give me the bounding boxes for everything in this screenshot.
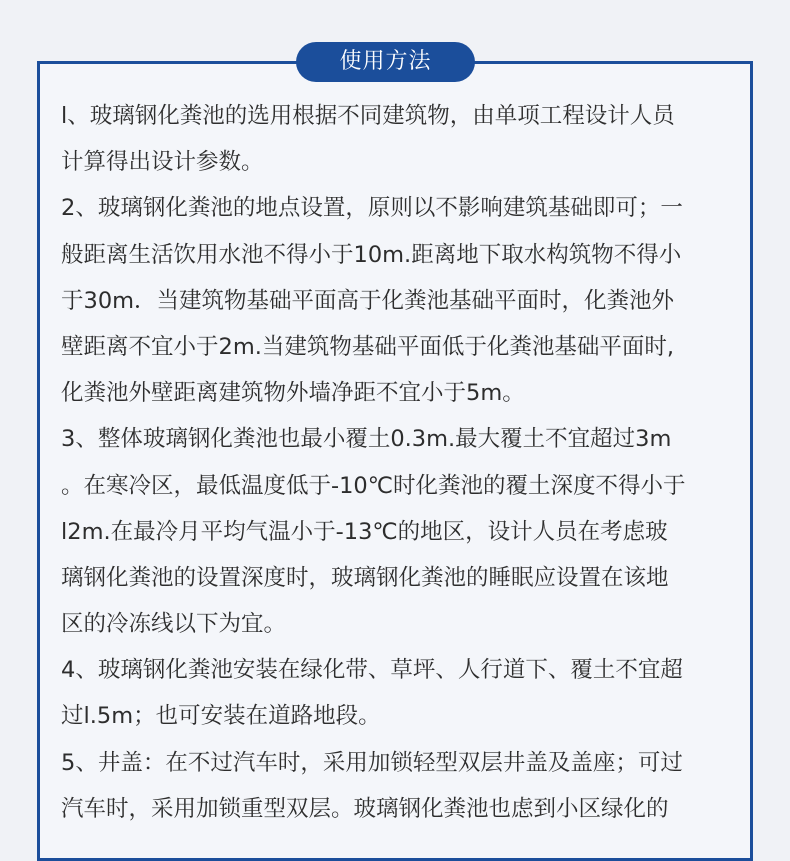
text-line: 。在寒冷区，最低温度低于-10℃时化粪池的覆土深度不得小于	[61, 472, 686, 499]
text-line: 5、井盖：在不过汽车时，采用加锁轻型双层井盖及盖座；可过	[61, 749, 683, 776]
text-line: 般距离生活饮用水池不得小于10m.距离地下取水构筑物不得小	[61, 241, 682, 268]
text-line: 3、整体玻璃钢化粪池也最小覆土0.3m.最大覆土不宜超过3m	[61, 426, 672, 453]
text-line: 化粪池外壁距离建筑物外墙净距不宜小于5m。	[61, 380, 525, 407]
text-line: 4、玻璃钢化粪池安装在绿化带、草坪、人行道下、覆土不宜超	[61, 657, 683, 684]
text-line: 壁距离不宜小于2m.当建筑物基础平面低于化粪池基础平面时,	[61, 333, 675, 360]
text-line: 于30m．当建筑物基础平面高于化粪池基础平面时，化粪池外	[61, 287, 675, 314]
text-line: 璃钢化粪池的设置深度时，玻璃钢化粪池的睡眠应设置在该地	[61, 564, 669, 591]
text-line: l2m.在最冷月平均气温小于-13℃的地区，设计人员在考虑玻	[61, 518, 668, 545]
section-title-badge: 使用方法	[296, 42, 475, 82]
text-line: 区的冷冻线以下为宜。	[61, 611, 287, 638]
text-line: 过l.5m；也可安装在道路地段。	[61, 703, 381, 730]
text-line: 汽车时，采用加锁重型双层。玻璃钢化粪池也虑到小区绿化的	[61, 795, 669, 822]
text-line: l、玻璃钢化粪池的选用根据不同建筑物，由单项工程设计人员	[61, 103, 675, 129]
instructions-text	[61, 93, 737, 832]
text-line: 计算得出设计参数。	[61, 149, 264, 176]
text-line: 2、玻璃钢化粪池的地点设置，原则以不影响建筑基础即可；一	[61, 195, 683, 222]
